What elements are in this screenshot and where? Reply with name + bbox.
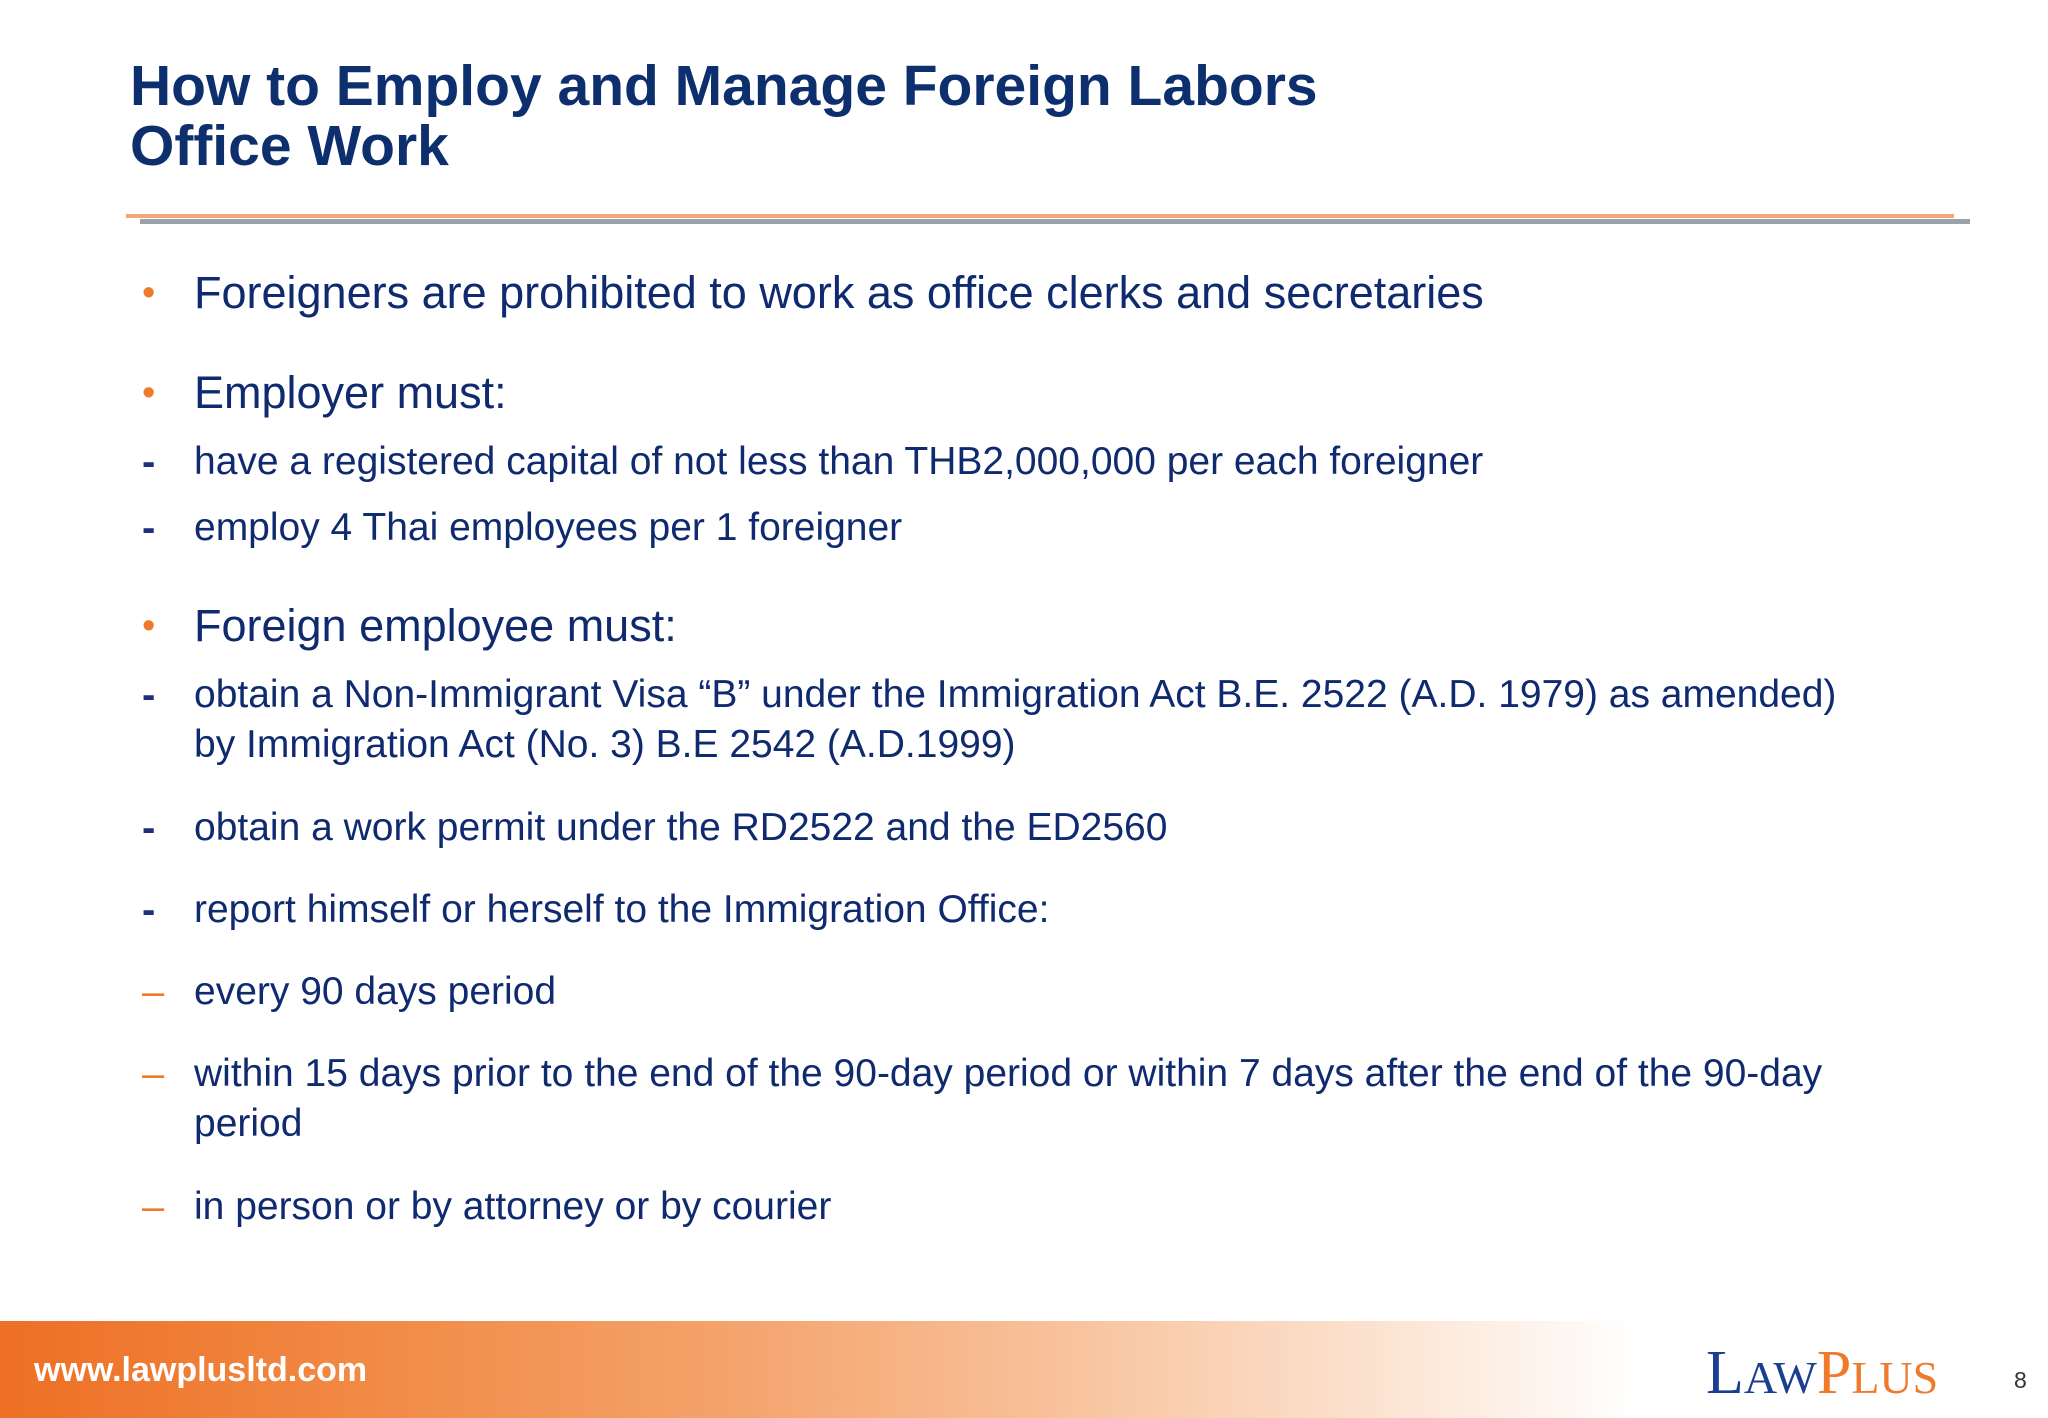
endash-marker: – bbox=[142, 1052, 165, 1096]
website-link[interactable]: www.lawplusltd.com bbox=[34, 1351, 368, 1389]
endash-marker: – bbox=[142, 970, 165, 1014]
sub-item-text: employ 4 Thai employees per 1 foreigner bbox=[194, 506, 903, 549]
bullet-marker: • bbox=[142, 272, 156, 314]
page-number: 8 bbox=[2014, 1367, 2027, 1393]
sub-item-text: have a registered capital of not less than THB2,000,000 per each foreigner bbox=[194, 440, 1484, 483]
endash-marker: – bbox=[142, 1185, 165, 1229]
dash-marker: - bbox=[142, 888, 156, 932]
dash-marker: - bbox=[142, 440, 156, 484]
sub-item-text: every 90 days period bbox=[194, 970, 557, 1013]
sub-item-text: obtain a Non-Immigrant Visa “B” under the Immigration Act B.E. 2522 (A.D. 1979) as amended) by Immigration Act (No. 3) B.E 2542 (A.D.1999) bbox=[194, 673, 1837, 766]
title-line-2: Office Work bbox=[130, 114, 449, 178]
bullet-text: Employer must: bbox=[194, 367, 507, 418]
sub-item-text: obtain a work permit under the RD2522 and the ED2560 bbox=[194, 806, 1168, 849]
sub-item-text: within 15 days prior to the end of the 90-day period or within 7 days after the end of the 90-day period bbox=[194, 1052, 1823, 1145]
bullet-text: Foreigners are prohibited to work as office clerks and secretaries bbox=[194, 267, 1484, 318]
lawplus-logo: LAWPLUS bbox=[1706, 1339, 1939, 1407]
sub-item-text: in person or by attorney or by courier bbox=[194, 1185, 832, 1228]
dash-marker: - bbox=[142, 506, 156, 550]
dash-marker: - bbox=[142, 806, 156, 850]
title-divider-orange bbox=[126, 214, 1954, 218]
dash-marker: - bbox=[142, 673, 156, 717]
bullet-marker: • bbox=[142, 372, 156, 414]
bullet-marker: • bbox=[142, 605, 156, 647]
sub-item-text: report himself or herself to the Immigration Office: bbox=[194, 888, 1050, 931]
title-divider-gray bbox=[140, 219, 1970, 224]
title-line-1: How to Employ and Manage Foreign Labors bbox=[130, 54, 1318, 118]
bullet-text: Foreign employee must: bbox=[194, 600, 677, 651]
slide-title bbox=[130, 56, 1318, 176]
